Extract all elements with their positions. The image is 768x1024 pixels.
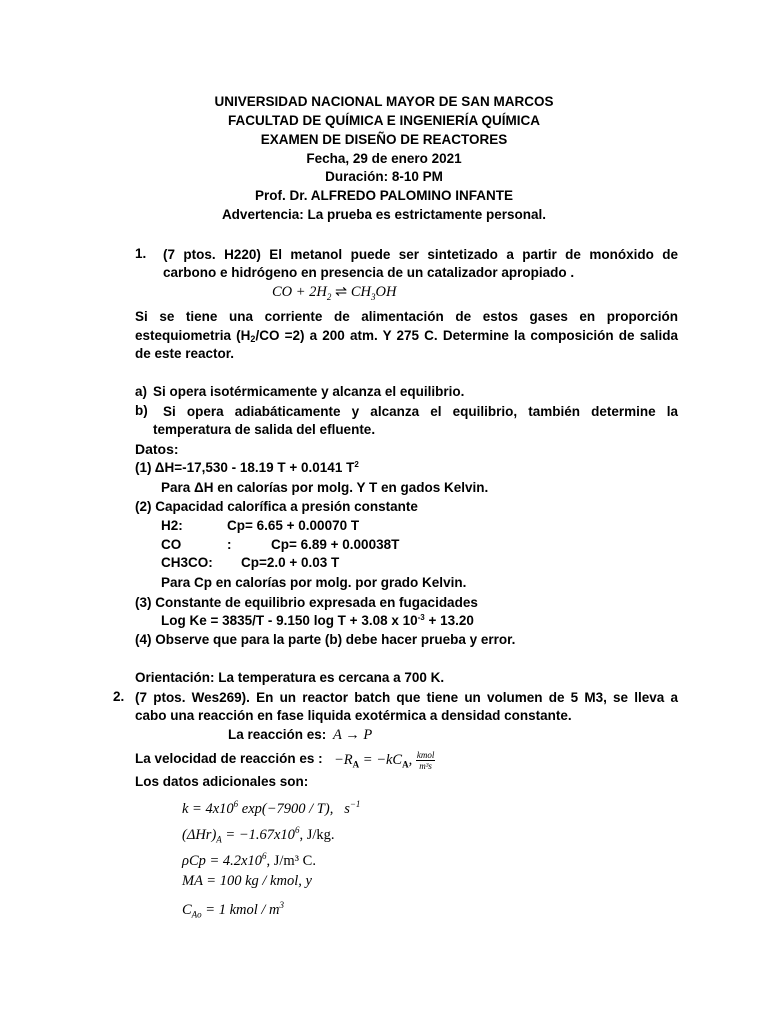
cao-sup: 3 <box>279 900 285 910</box>
equilibrium-arrow: ⇌ <box>335 284 348 300</box>
eq-sub: 2 <box>326 291 332 302</box>
data-2-note: Para Cp en calorías por molg. por grado Kelvin. <box>161 575 467 590</box>
k-eq-a: k = 4x10 <box>182 800 234 817</box>
exam-date: Fecha, 29 de enero 2021 <box>306 151 462 166</box>
professor-name: Prof. Dr. ALFREDO PALOMINO INFANTE <box>254 188 513 203</box>
q1-equation <box>272 283 396 307</box>
eq-reactants: CO + 2H <box>272 284 327 300</box>
cp-colon-co: : <box>227 537 232 552</box>
q2-line2: cabo una reacción en fase liquida exotérmica a densidad constante. <box>135 708 572 723</box>
k-unit-sup: −1 <box>349 799 361 809</box>
cp-formula-h2: Cp= 6.65 + 0.00070 T <box>227 518 360 533</box>
ma-equation: MA = 100 kg / kmol, y <box>182 873 312 889</box>
q1-line2: carbono e hidrógeno en presencia de un catalizador apropiado . <box>163 265 575 280</box>
q1-b-line2: temperatura de salida del efluente. <box>153 422 376 437</box>
data-1-note: Para ΔH en calorías por molg. Y T en gados Kelvin. <box>161 480 489 495</box>
cao-equation <box>182 896 284 925</box>
q1-line1: (7 ptos. H220) El metanol puede ser sintetizado a partir de monóxido de <box>163 247 678 262</box>
cp-formula-ch3co: Cp=2.0 + 0.03 T <box>241 555 340 570</box>
data-1-sup: 2 <box>354 460 359 469</box>
rate-unit-num: kmol <box>416 750 435 760</box>
cao-a: C <box>182 901 192 918</box>
data-3-title: (3) Constante de equilibrio expresada en fugacidades <box>135 595 478 610</box>
rate-expr-b: = −kC <box>359 751 403 768</box>
data-1 <box>135 459 359 477</box>
datos-heading: Datos: <box>135 441 179 457</box>
data-3-equation <box>161 612 474 630</box>
faculty-title: FACULTAD DE QUÍMICA E INGENIERÍA QUÍMICA <box>228 113 540 128</box>
data-3-eq-b: + 13.20 <box>428 613 474 628</box>
q1-p1-line2-sub: 2 <box>250 334 256 344</box>
data-3-eq-sup: -3 <box>417 613 425 622</box>
rcp-unit: , J/m³ C. <box>266 852 316 869</box>
k-equation <box>182 795 360 819</box>
cp-species-co: CO <box>161 537 182 552</box>
orientation-text: Orientación: La temperatura es cercana a 700 K. <box>135 670 445 685</box>
dh-b: = −1.67x10 <box>221 826 295 843</box>
rate-sub-a: A <box>352 759 360 770</box>
exam-title: EXAMEN DE DISEÑO DE REACTORES <box>260 132 508 147</box>
q2-rate-expression <box>334 750 435 775</box>
dh-unit: , J/kg. <box>299 826 335 843</box>
eq-product: CH <box>350 284 371 300</box>
q1-p1-line2 <box>135 326 678 345</box>
q1-p1-line2-a: estequiometria (H <box>135 328 251 343</box>
data-4: (4) Observe que para la parte (b) debe hacer prueba y error. <box>135 632 516 647</box>
eq-product-sub: 3 <box>370 291 376 302</box>
rcp-sup: 6 <box>261 851 267 861</box>
rate-unit-den: m³s <box>419 761 432 771</box>
k-eq-rest: exp(−7900 / T), <box>238 800 334 817</box>
cao-sub: Ao <box>191 909 202 920</box>
warning-text: Advertencia: La prueba es estrictamente personal. <box>221 207 547 222</box>
rate-unit-fraction <box>416 750 436 771</box>
q1-number: 1. <box>135 246 147 261</box>
dh-equation <box>182 821 334 850</box>
cp-species-ch3co: CH3CO: <box>161 555 213 570</box>
rcp-a: ρCp = 4.2x10 <box>182 852 262 869</box>
q2-reaction-label: La reacción es: <box>228 727 327 742</box>
university-title: UNIVERSIDAD NACIONAL MAYOR DE SAN MARCOS <box>214 94 554 109</box>
q1-b-label: b) <box>135 403 148 418</box>
rate-sub-b: A <box>402 759 409 770</box>
q2-additional-label: Los datos adicionales son: <box>135 774 309 789</box>
eq-product-end: OH <box>375 284 397 300</box>
q1-a-text: Si opera isotérmicamente y alcanza el equilibrio. <box>153 384 465 399</box>
rate-expr-a: −R <box>334 751 353 768</box>
cp-formula-co: Cp= 6.89 + 0.00038T <box>271 537 400 552</box>
q2-reaction: A → P <box>333 727 373 743</box>
q2-line1: (7 ptos. Wes269). En un reactor batch que tiene un volumen de 5 M3, se lleva a <box>135 690 678 705</box>
rhocp-equation <box>182 847 316 871</box>
data-1-main: (1) ΔH=-17,530 - 18.19 T + 0.0141 T <box>135 460 355 475</box>
q1-a-label: a) <box>135 384 148 399</box>
dh-a: (ΔHr) <box>182 826 217 843</box>
q2-number: 2. <box>113 689 125 704</box>
data-3-eq-a: Log Ke = 3835/T - 9.150 log T + 3.08 x 10 <box>161 613 418 628</box>
q1-b-line1: Si opera adiabáticamente y alcanza el equilibrio, también determine la <box>163 404 678 419</box>
exam-duration: Duración: 8-10 PM <box>325 169 443 184</box>
q1-p1-line1: Si se tiene una corriente de alimentación de estos gases en proporción <box>135 309 678 324</box>
k-eq-sup: 6 <box>233 799 239 809</box>
data-2-title: (2) Capacidad calorífica a presión constante <box>135 499 418 514</box>
q1-p1-line2-b: /CO =2) a 200 atm. Y 275 C. Determine la composición de salida <box>255 328 678 343</box>
rate-comma: , <box>408 751 413 768</box>
q2-rate-label: La velocidad de reacción es : <box>135 751 323 766</box>
dh-sup: 6 <box>294 825 300 835</box>
q1-p1-line3: de este reactor. <box>135 346 235 361</box>
k-unit: s <box>344 800 350 817</box>
dh-sub: A <box>216 834 222 845</box>
cp-species-h2: H2: <box>161 518 183 533</box>
cao-b: = 1 kmol / m <box>201 901 280 918</box>
